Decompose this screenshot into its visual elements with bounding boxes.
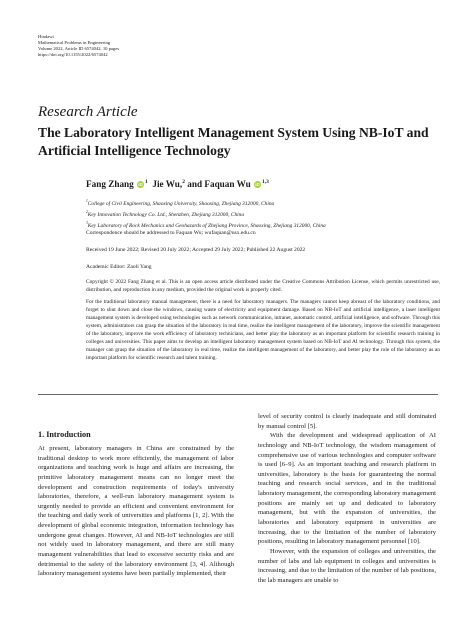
body-paragraph: At present, laboratory managers in China are constrained by the traditional desktop to work more efficiently, the management of labor organizations and teaching work is huge and affairs are increasing, the primitive laboratory management means can no longer meet the development and construction requirements of today's university laboratories, therefore, a well-run laboratory management system is urgently needed to provide an efficient and convenient environment for the teaching and daily work of universities and platforms [1, 2]. With the development of global economic integration, information technology has undergone great changes. However, AI and NB-IoT technologies are still not widely used in laboratory management, and there are still many management vulnerabilities that lead to excessive security risks and are detrimental to the safety of the laboratory environment [3, 4]. Although laboratory management systems have been partially implemented, their: [38, 445, 234, 578]
right-column: [258, 412, 436, 586]
copyright-notice: Copyright © 2022 Fang Zhang et al. This is an open access article distributed under the Creative Commons Attribution License, which permits unrestricted use, distribution, and reproduction in any medium, provided the original work is properly cited.: [86, 279, 440, 293]
section-divider: [38, 394, 438, 395]
correspondence: Correspondence should be addressed to Faquan Wu; wufaquan@usx.edu.cn: [86, 230, 256, 236]
orcid-icon[interactable]: iD: [138, 182, 143, 188]
affiliation-item: $^3$Key Laboratory of Rock Mechanics and Geohazards of Zhejiang Province, Shaoxing, Zhejiang 312000, China: [86, 221, 326, 230]
author-affil-marker: 2: [182, 179, 185, 185]
author-affil-marker: 1,3: [262, 179, 269, 185]
left-column: [38, 444, 234, 579]
author-affil-marker: 1: [145, 179, 148, 185]
author-name: Faquan Wu: [204, 179, 251, 190]
article-type: Research Article: [38, 104, 138, 120]
doi-link[interactable]: https://doi.org/10.1155/2022/6574042: [38, 52, 108, 58]
journal-name: Mathematical Problems in Engineering: [38, 40, 111, 46]
body-paragraph: With the development and widespread application of AI technology and NB-IoT technology, the wisdom management of comprehensive use of various technologies and computer software is used [6–9]. As an important teaching and research platform in universities, laboratory is the basis for guaranteeing the normal teaching and research social services, and in the traditional laboratory management, the corresponding laboratory management positions are mainly set up and dedicated to laboratory management, but with the expansion of universities, the laboratories and laboratory equipment in universities are increasing, due to the limitation of the number of laboratory positions, resulting in laboratory management personnel [10].: [258, 432, 436, 546]
orcid-icon[interactable]: iD: [255, 182, 260, 188]
abstract: For the traditional laboratory manual management, there is a need for laboratory managers. The managers cannot keep abreast of the laboratory conditions, and forget to shut down and close the windows, causing waste of electricity and equipment damage. Based on NB-IoT and artificial intelligence, a laser intelligent management system is developed using technologies such as network communication, intranet, automatic control, artificial intelligence, and software. Through this system, administrators can grasp the situation of the laboratory in real time, realize the intelligent management of the laboratory, improve the scientific management of the laboratory, improve the work efficiency of laboratory technicians, and better play the laboratory as an important platform for scientific research training in colleges and universities. This paper aims to develop an intelligent laboratory management system based on NB-IoT and AI technology. Through this system, the manager can grasp the situation of the laboratory in real time, realize the intelligent management of the laboratory, and better play the role of the laboratory as an important platform for scientific research and talent training.: [86, 299, 440, 361]
body-paragraph: However, with the expansion of colleges and universities, the number of labs and lab equipment in colleges and universities is increasing, and due to the limitation of the number of lab positions, the lab managers are unable to: [258, 547, 436, 584]
author-conjunction: and: [187, 179, 203, 190]
volume-line: Volume 2022, Article ID 6574042, 10 pages: [38, 46, 120, 52]
paper-title: The Laboratory Intelligent Management System Using NB-IoT and Artificial Intelligence Technology: [38, 125, 429, 158]
publication-dates: Received 19 June 2022; Revised 20 July 2022; Accepted 29 July 2022; Published 22 August 2022: [86, 247, 306, 253]
academic-editor: Academic Editor: Zaoli Yang: [86, 264, 152, 270]
journal-header: [38, 34, 119, 58]
author-name: Jie Wu,: [152, 179, 183, 190]
author-name: Fang Zhang: [86, 179, 134, 190]
affiliation-item: $^2$Key Innovation Technology Co. Ltd., Shenzhen, Zhejiang 312000, China: [86, 210, 245, 218]
section-heading: 1. Introduction: [38, 430, 91, 439]
publisher-name: Hindawi: [38, 34, 54, 39]
affiliations: [86, 197, 326, 231]
author-list: [86, 179, 269, 189]
affiliation-item: $^1$College of Civil Engineering, Shaoxing University, Shaoxing, Zhejiang 312000, China: [86, 199, 275, 207]
body-paragraph: level of security control is clearly inadequate and still dominated by manual control [5].: [258, 413, 436, 430]
